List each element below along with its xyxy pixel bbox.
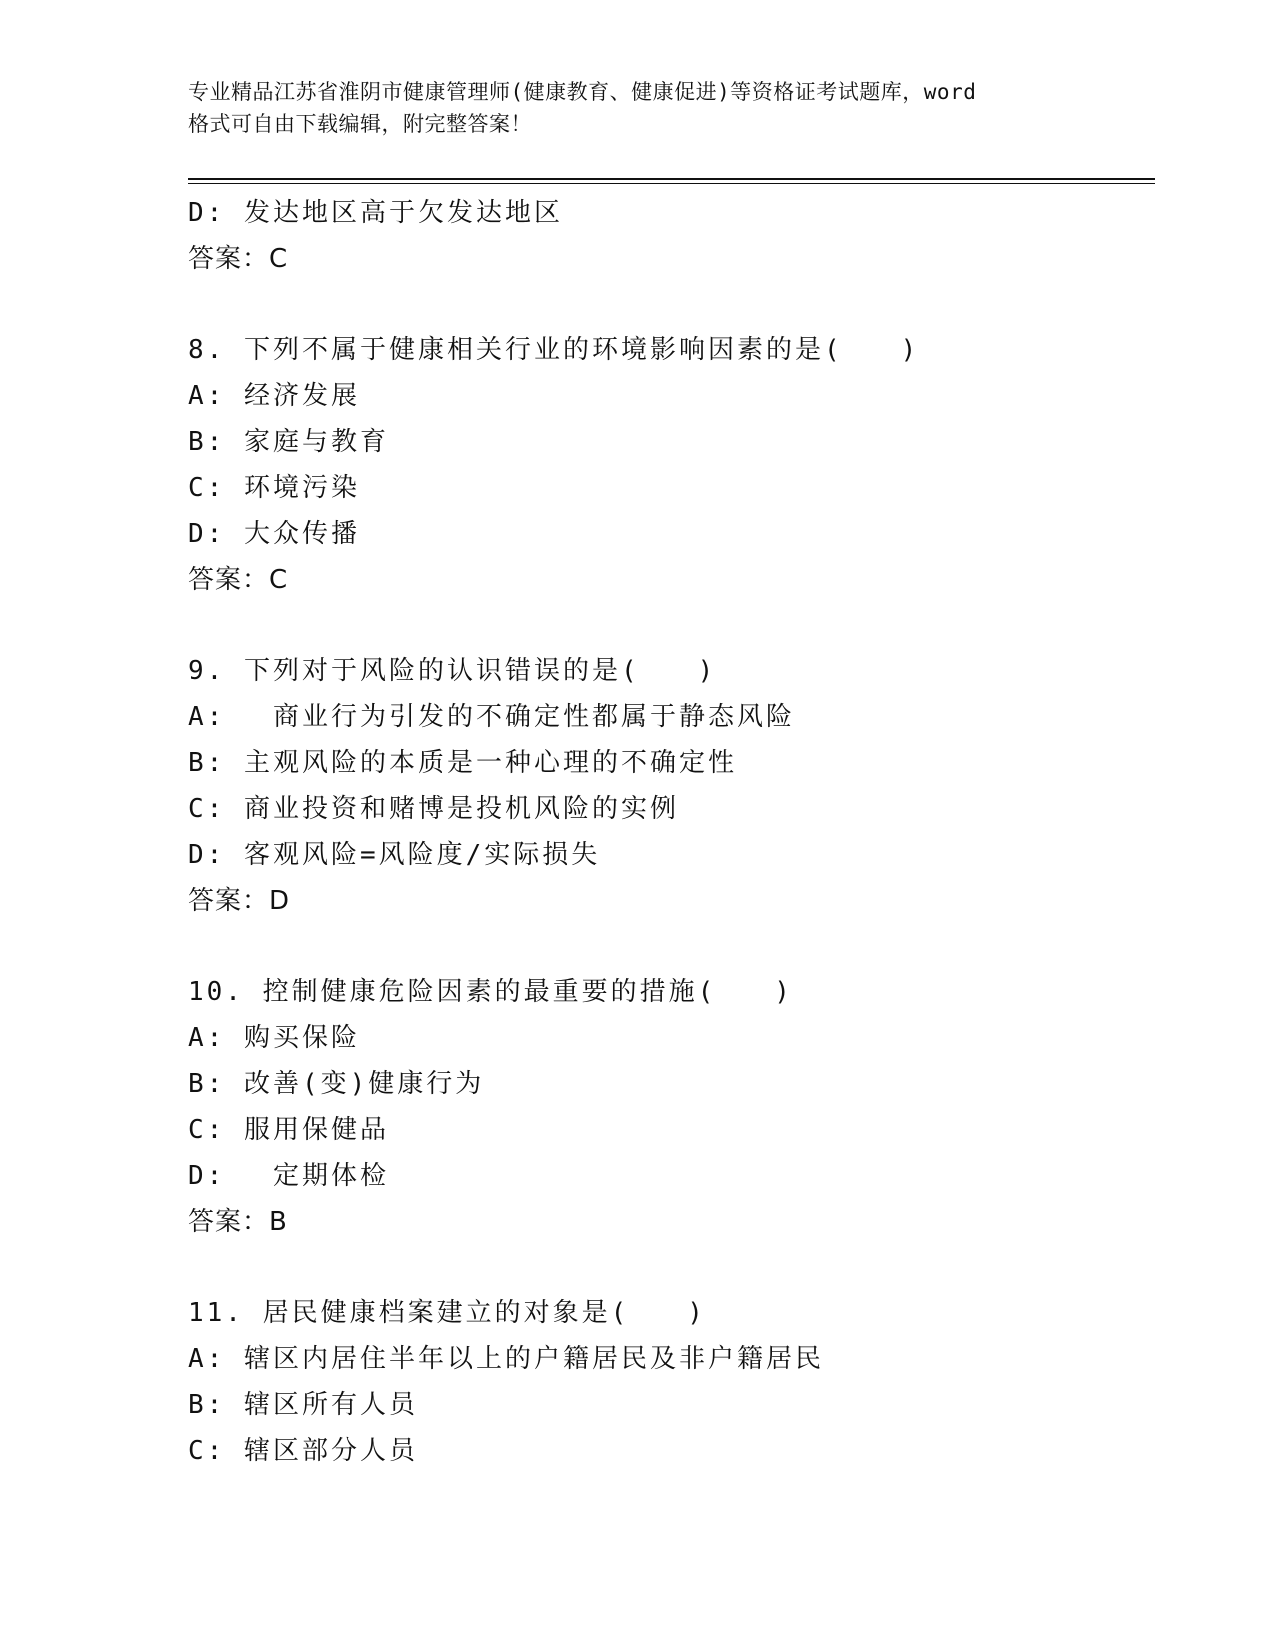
option-d: D: 客观风险=风险度/实际损失 [188, 840, 601, 870]
question-list [188, 190, 1148, 1474]
option-a: A: 经济发展 [188, 381, 360, 411]
option-c: C: 辖区部分人员 [188, 1436, 418, 1466]
answer-line: 答案：C [188, 244, 289, 274]
option-d: D: 大众传播 [188, 519, 360, 549]
question-block-11 [188, 1290, 1148, 1474]
answer-line: 答案：B [188, 1207, 288, 1237]
option-a: A: 购买保险 [188, 1023, 360, 1053]
question-text: 10. 控制健康危险因素的最重要的措施( ) [188, 977, 793, 1007]
spacer [188, 282, 1148, 327]
option-a: A: 商业行为引发的不确定性都属于静态风险 [188, 702, 795, 732]
spacer [188, 924, 1148, 969]
option-d: D: 发达地区高于欠发达地区 [188, 198, 563, 228]
option-b: B: 主观风险的本质是一种心理的不确定性 [188, 748, 737, 778]
question-text: 9. 下列对于风险的认识错误的是( ) [188, 656, 717, 686]
question-block-10 [188, 969, 1148, 1245]
question-block-previous [188, 190, 1148, 282]
option-b: B: 改善(变)健康行为 [188, 1069, 485, 1099]
header-divider-thin [188, 183, 1155, 184]
header-line-2: 格式可自由下载编辑，附完整答案！ [188, 112, 532, 136]
option-c: C: 服用保健品 [188, 1115, 389, 1145]
answer-line: 答案：C [188, 565, 289, 595]
option-c: C: 商业投资和赌博是投机风险的实例 [188, 794, 679, 824]
question-block-9 [188, 648, 1148, 924]
option-c: C: 环境污染 [188, 473, 360, 503]
answer-line: 答案：D [188, 886, 291, 916]
option-b: B: 辖区所有人员 [188, 1390, 418, 1420]
header-divider-thick [188, 178, 1155, 180]
question-text: 11. 居民健康档案建立的对象是( ) [188, 1298, 706, 1328]
option-d: D: 定期体检 [188, 1161, 389, 1191]
question-text: 8. 下列不属于健康相关行业的环境影响因素的是( ) [188, 335, 920, 365]
document-header [188, 76, 1088, 140]
option-a: A: 辖区内居住半年以上的户籍居民及非户籍居民 [188, 1344, 824, 1374]
question-block-8 [188, 327, 1148, 603]
spacer [188, 603, 1148, 648]
spacer [188, 1245, 1148, 1290]
option-b: B: 家庭与教育 [188, 427, 389, 457]
header-line-1: 专业精品江苏省淮阴市健康管理师(健康教育、健康促进)等资格证考试题库，word [188, 80, 977, 104]
